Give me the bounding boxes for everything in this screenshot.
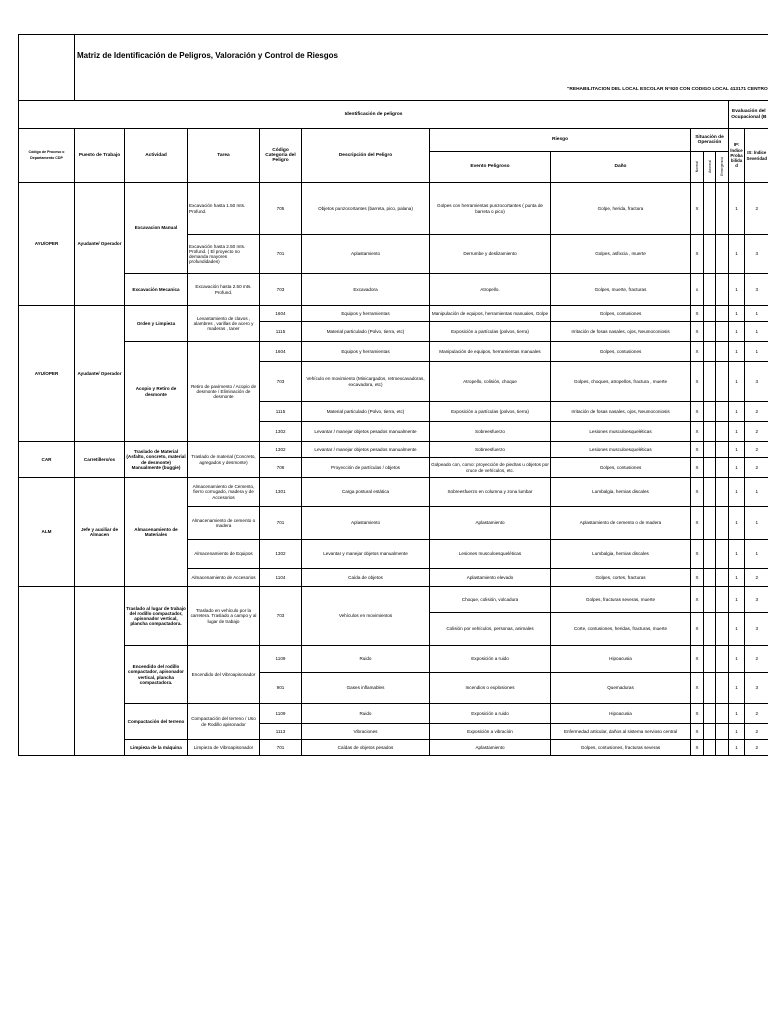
col-header-operation-situation: Situación de Operación: [691, 129, 729, 152]
situation-normal-cell: X: [691, 724, 704, 740]
situation-normal-cell: x: [691, 274, 704, 306]
col-header-emergency: Emergencia: [716, 152, 729, 183]
hazard-description-cell: Material particulado (Polvo, tierra, etc): [302, 402, 430, 422]
hazard-description-cell: Ruido: [302, 646, 430, 673]
situation-emergency-cell: [716, 724, 729, 740]
task-cell: Compactación del terreno / Uso de Rodillo apisonador: [188, 704, 260, 740]
hazard-code-cell: 1113: [260, 724, 302, 740]
probability-index-cell: 1: [729, 478, 745, 507]
col-header-hazard-description: Descripción del Peligro: [302, 129, 430, 183]
severity-index-cell: 1: [745, 306, 768, 322]
hazard-code-cell: 1104: [260, 569, 302, 587]
situation-abnormal-cell: [704, 342, 716, 362]
hazardous-event-cell: Manipulación de equipos, herramientas manuales: [430, 342, 551, 362]
hazardous-event-cell: Manipulación de equipos, herramientas manuales, Golpe: [430, 306, 551, 322]
probability-index-cell: 1: [729, 704, 745, 724]
probability-index-cell: 1: [729, 507, 745, 540]
situation-normal-cell: X: [691, 704, 704, 724]
task-cell: Traslado en vehículo por la carretera. Traslado a campo y al lugar de trabajo: [188, 587, 260, 646]
hazard-code-cell: 1302: [260, 442, 302, 458]
situation-emergency-cell: [716, 422, 729, 442]
hazardous-event-cell: Aplastamiento: [430, 740, 551, 756]
situation-normal-cell: X: [691, 422, 704, 442]
table-row: [19, 342, 768, 362]
hazard-code-cell: 1115: [260, 322, 302, 342]
situation-emergency-cell: [716, 442, 729, 458]
col-header-workstation: Puesto de Trabajo: [75, 129, 125, 183]
situation-abnormal-cell: [704, 569, 716, 587]
table-row: [19, 442, 768, 458]
hazard-description-cell: Vibraciones: [302, 724, 430, 740]
activity-cell: Traslado al lugar de trabajo del rodillo compactador, apisonador vertical, plancha compactadora.: [125, 587, 188, 646]
activity-cell: Encendido del rodillo compactador, apisonador vertical, plancha compactadora.: [125, 646, 188, 704]
hazardous-event-cell: Exposición a ruido: [430, 704, 551, 724]
hazard-description-cell: Excavadora: [302, 274, 430, 306]
situation-normal-cell: X: [691, 673, 704, 704]
probability-index-cell: 1: [729, 724, 745, 740]
col-header-probability-index: IP: Índice Probabilidad: [729, 129, 745, 183]
probability-index-cell: 1: [729, 740, 745, 756]
hazard-description-cell: Levantar y manejar objetos manualmente: [302, 540, 430, 569]
severity-index-cell: 3: [745, 235, 768, 274]
hazard-description-cell: Caída de objetos: [302, 569, 430, 587]
table-row: [19, 183, 768, 235]
severity-index-cell: 2: [745, 646, 768, 673]
situation-normal-cell: X: [691, 306, 704, 322]
situation-normal-cell: X: [691, 342, 704, 362]
severity-index-cell: 2: [745, 442, 768, 458]
situation-abnormal-cell: [704, 507, 716, 540]
situation-normal-cell: X: [691, 478, 704, 507]
hazard-description-cell: Proyección de partículas / objetos: [302, 458, 430, 478]
damage-cell: Lesiones musculoesqueléticas: [551, 442, 691, 458]
task-cell: Encendido del Vibroapisonador: [188, 646, 260, 704]
hazardous-event-cell: Sobreesfuerzo en columna y zona lumbar: [430, 478, 551, 507]
probability-index-cell: 1: [729, 402, 745, 422]
situation-normal-cell: X: [691, 458, 704, 478]
col-header-hazard-code: Código Categoría del Peligro: [260, 129, 302, 183]
situation-emergency-cell: [716, 235, 729, 274]
damage-cell: Golpes, fracturas severas, muerte: [551, 587, 691, 613]
situation-abnormal-cell: [704, 274, 716, 306]
situation-normal-cell: X: [691, 507, 704, 540]
workstation-cell: [75, 587, 125, 756]
probability-index-cell: 1: [729, 458, 745, 478]
col-header-risk: Riesgo: [430, 129, 691, 152]
damage-cell: Golpe, herida, fractura: [551, 183, 691, 235]
table-row: [19, 274, 768, 306]
severity-index-cell: 3: [745, 587, 768, 613]
hazard-code-cell: 703: [260, 587, 302, 646]
situation-normal-cell: X: [691, 646, 704, 673]
hazard-code-cell: 1109: [260, 646, 302, 673]
hazard-description-cell: Vehículos en movimientos: [302, 587, 430, 646]
probability-index-cell: 1: [729, 274, 745, 306]
table-row: [19, 478, 768, 507]
damage-cell: Enfermedad articular, daños al sistema nervioso central: [551, 724, 691, 740]
severity-index-cell: 2: [745, 422, 768, 442]
task-cell: Limpieza de Vibroapisonador: [188, 740, 260, 756]
situation-emergency-cell: [716, 613, 729, 646]
situation-abnormal-cell: [704, 458, 716, 478]
situation-normal-cell: X: [691, 587, 704, 613]
logo-cell: [19, 35, 75, 101]
task-cell: Almacenamiento de Equipos: [188, 540, 260, 569]
hazard-description-cell: Aplastamiento: [302, 235, 430, 274]
severity-index-cell: 2: [745, 569, 768, 587]
probability-index-cell: 1: [729, 183, 745, 235]
hazard-description-cell: Material particulado (Polvo, tierra, etc): [302, 322, 430, 342]
table-row: [19, 306, 768, 322]
hazard-description-cell: Aplastamiento: [302, 507, 430, 540]
hazardous-event-cell: Colisión por vehículos, personas, animales: [430, 613, 551, 646]
situation-abnormal-cell: [704, 422, 716, 442]
severity-index-cell: 2: [745, 183, 768, 235]
situation-emergency-cell: [716, 478, 729, 507]
task-cell: Excavación hasta 2.50 mts. Profund. ( El proyecto no demanda mayores profundidades): [188, 235, 260, 274]
activity-cell: Orden y Limpieza: [125, 306, 188, 342]
task-cell: Traslado de material (Concreto, agregados y desmonte): [188, 442, 260, 478]
hazard-code-cell: 1302: [260, 422, 302, 442]
situation-abnormal-cell: [704, 646, 716, 673]
task-cell: Excavación hasta 1.50 mts. Profund.: [188, 183, 260, 235]
situation-emergency-cell: [716, 587, 729, 613]
hazardous-event-cell: Derrumbe y deslizamiento: [430, 235, 551, 274]
probability-index-cell: 1: [729, 442, 745, 458]
task-cell: Almacenamiento de Accesorios: [188, 569, 260, 587]
process-code-cell: AYU/OPER: [19, 183, 75, 306]
damage-cell: Hipoacusia: [551, 646, 691, 673]
severity-index-cell: 3: [745, 362, 768, 402]
probability-index-cell: 1: [729, 235, 745, 274]
workstation-cell: Ayudante/ Operador: [75, 306, 125, 442]
hazard-code-cell: 701: [260, 740, 302, 756]
hazard-code-cell: 1604: [260, 342, 302, 362]
hazard-description-cell: Objetos punzocortantes (barreta, pico, palana): [302, 183, 430, 235]
col-header-hazardous-event: Evento Peligroso: [430, 152, 551, 183]
hazard-code-cell: 701: [260, 507, 302, 540]
table-row: [19, 740, 768, 756]
workstation-cell: Jefe y auxiliar de Almacen: [75, 478, 125, 587]
situation-normal-cell: X: [691, 613, 704, 646]
hazardous-event-cell: Aplastamiento elevado: [430, 569, 551, 587]
hazard-description-cell: Levantar / manejar objetos pesados manualmente: [302, 422, 430, 442]
activity-cell: Compactación del terreno: [125, 704, 188, 740]
project-name: "REHABILITACION DEL LOCAL ESCOLAR N°920 CON CODIGO LOCAL 413171 CENTRO: [75, 77, 768, 101]
probability-index-cell: 1: [729, 322, 745, 342]
hazard-code-cell: 703: [260, 274, 302, 306]
situation-abnormal-cell: [704, 724, 716, 740]
hazardous-event-cell: Sobreesfuerzo: [430, 422, 551, 442]
hazard-matrix-table: [18, 34, 768, 756]
activity-cell: Acopio y Retiro de desmonte: [125, 342, 188, 442]
col-header-severity-index: IS: Índice Severidad: [745, 129, 768, 183]
situation-normal-cell: X: [691, 322, 704, 342]
situation-emergency-cell: [716, 569, 729, 587]
situation-normal-cell: X: [691, 183, 704, 235]
situation-normal-cell: X: [691, 442, 704, 458]
damage-cell: Golpes, muerte, fracturas: [551, 274, 691, 306]
severity-index-cell: 3: [745, 673, 768, 704]
activity-cell: Traslado de Material (Asfalto, concreto, material de desmonte) Manualmente (buggie): [125, 442, 188, 478]
probability-index-cell: 1: [729, 540, 745, 569]
situation-abnormal-cell: [704, 740, 716, 756]
hazard-code-cell: 1302: [260, 540, 302, 569]
situation-emergency-cell: [716, 322, 729, 342]
situation-emergency-cell: [716, 673, 729, 704]
severity-index-cell: 2: [745, 704, 768, 724]
hazard-code-cell: 703: [260, 362, 302, 402]
hazard-description-cell: Gases inflamables: [302, 673, 430, 704]
situation-normal-cell: X: [691, 740, 704, 756]
identification-section-header: Identificación de peligros: [19, 101, 729, 129]
damage-cell: Hipoacusia: [551, 704, 691, 724]
hazard-description-cell: Carga postural estática: [302, 478, 430, 507]
task-cell: Almacenamiento de cemento o madera: [188, 507, 260, 540]
hazard-description-cell: Caídas de objetos pesados: [302, 740, 430, 756]
probability-index-cell: 1: [729, 362, 745, 402]
situation-emergency-cell: [716, 342, 729, 362]
hazardous-event-cell: Exposición a vibración: [430, 724, 551, 740]
situation-emergency-cell: [716, 306, 729, 322]
situation-abnormal-cell: [704, 442, 716, 458]
document-title: Matriz de Identificación de Peligros, Valoración y Control de Riesgos: [75, 35, 768, 77]
severity-index-cell: 3: [745, 274, 768, 306]
situation-normal-cell: X: [691, 569, 704, 587]
situation-abnormal-cell: [704, 478, 716, 507]
situation-abnormal-cell: [704, 183, 716, 235]
activity-cell: Excavacion Manual: [125, 183, 188, 274]
damage-cell: Golpes, contusiones: [551, 342, 691, 362]
situation-abnormal-cell: [704, 306, 716, 322]
task-cell: Retiro de pavimento / Acopio de desmonte / Eliminación de desmonte: [188, 342, 260, 442]
probability-index-cell: 1: [729, 422, 745, 442]
probability-index-cell: 1: [729, 342, 745, 362]
task-cell: Almacenamiento de Cemento, fierro corrugado, madera y de Accesorios: [188, 478, 260, 507]
severity-index-cell: 2: [745, 402, 768, 422]
situation-emergency-cell: [716, 507, 729, 540]
hazard-code-cell: 1109: [260, 704, 302, 724]
table-row: [19, 587, 768, 613]
situation-abnormal-cell: [704, 704, 716, 724]
table-row: [19, 646, 768, 673]
probability-index-cell: 1: [729, 569, 745, 587]
hazard-code-cell: 1115: [260, 402, 302, 422]
col-header-activity: Actividad: [125, 129, 188, 183]
col-header-damage: Daño: [551, 152, 691, 183]
situation-abnormal-cell: [704, 402, 716, 422]
damage-cell: Lumbalgia, hernias discales: [551, 540, 691, 569]
hazard-code-cell: 706: [260, 458, 302, 478]
hazard-matrix-sheet: [18, 34, 768, 756]
hazard-code-cell: 1604: [260, 306, 302, 322]
process-code-cell: ALM: [19, 478, 75, 587]
hazardous-event-cell: Sobreesfuerzo: [430, 442, 551, 458]
activity-cell: Almacenamiento de Materiales: [125, 478, 188, 587]
workstation-cell: Carretillero/os: [75, 442, 125, 478]
situation-abnormal-cell: [704, 235, 716, 274]
probability-index-cell: 1: [729, 673, 745, 704]
hazardous-event-cell: Exposición a partículas (polvos, tierra): [430, 322, 551, 342]
severity-index-cell: 3: [745, 613, 768, 646]
damage-cell: Corte, contusiones, heridas, fracturas, muerte: [551, 613, 691, 646]
damage-cell: Lumbalgia, hernias discales: [551, 478, 691, 507]
col-header-normal: Normal: [691, 152, 704, 183]
hazardous-event-cell: Choque, colisión, volcadura: [430, 587, 551, 613]
severity-index-cell: 1: [745, 322, 768, 342]
damage-cell: Aplastamiento de cemento o de madera: [551, 507, 691, 540]
situation-normal-cell: X: [691, 402, 704, 422]
damage-cell: Golpes, contusiones: [551, 458, 691, 478]
situation-emergency-cell: [716, 183, 729, 235]
severity-index-cell: 1: [745, 540, 768, 569]
col-header-abnormal: Anormal: [704, 152, 716, 183]
situation-emergency-cell: [716, 740, 729, 756]
hazard-description-cell: Equipos y herramientas: [302, 306, 430, 322]
damage-cell: Irritación de fosas nasales, ojos, Neumoconiosis: [551, 322, 691, 342]
severity-index-cell: 1: [745, 507, 768, 540]
task-cell: Levantamiento de clavos , alambres , varillas de acero y maderas , taner: [188, 306, 260, 342]
workstation-cell: Ayudante/ Operador: [75, 183, 125, 306]
activity-cell: Limpieza de la máquina: [125, 740, 188, 756]
hazardous-event-cell: Exposición a ruido: [430, 646, 551, 673]
hazardous-event-cell: Exposición a partículas (polvos, tierra): [430, 402, 551, 422]
process-code-cell: AYU/OPER: [19, 306, 75, 442]
situation-abnormal-cell: [704, 322, 716, 342]
situation-abnormal-cell: [704, 587, 716, 613]
damage-cell: Quemaduras: [551, 673, 691, 704]
col-header-task: Tarea: [188, 129, 260, 183]
situation-normal-cell: X: [691, 235, 704, 274]
situation-emergency-cell: [716, 646, 729, 673]
damage-cell: Golpes, contusiones: [551, 306, 691, 322]
severity-index-cell: 1: [745, 342, 768, 362]
process-code-cell: CAR: [19, 442, 75, 478]
probability-index-cell: 1: [729, 646, 745, 673]
situation-abnormal-cell: [704, 362, 716, 402]
hazardous-event-cell: Golpeado con, como: proyección de piedras u objetos por cruce de vehículos, etc.: [430, 458, 551, 478]
situation-emergency-cell: [716, 540, 729, 569]
task-cell: Excavación hasta 2.50 mts. Profund.: [188, 274, 260, 306]
hazard-description-cell: Vehículo en movimiento (Minicargados, retroexcavadoras, excavadora, etc): [302, 362, 430, 402]
damage-cell: Golpes, choques, atropellos, fractura , muerte: [551, 362, 691, 402]
col-header-process-code: Código de Proceso o Departamento CDP: [19, 129, 75, 183]
situation-abnormal-cell: [704, 613, 716, 646]
situation-normal-cell: X: [691, 540, 704, 569]
damage-cell: Irritación de fosas nasales, ojos, Neumoconiosis: [551, 402, 691, 422]
hazard-code-cell: 705: [260, 183, 302, 235]
table-row: [19, 704, 768, 724]
probability-index-cell: 1: [729, 306, 745, 322]
hazard-code-cell: 901: [260, 673, 302, 704]
hazardous-event-cell: Aplastamiento: [430, 507, 551, 540]
situation-emergency-cell: [716, 704, 729, 724]
hazardous-event-cell: Atropello.: [430, 274, 551, 306]
damage-cell: Golpes, cortes, fracturas: [551, 569, 691, 587]
process-code-cell: [19, 587, 75, 756]
situation-abnormal-cell: [704, 540, 716, 569]
damage-cell: Lesiones musculoesqueléticas: [551, 422, 691, 442]
situation-emergency-cell: [716, 402, 729, 422]
hazard-description-cell: Levantar / manejar objetos pesados manualmente: [302, 442, 430, 458]
hazardous-event-cell: Atropello, colisión, choque: [430, 362, 551, 402]
hazard-description-cell: Equipos y herramientas: [302, 342, 430, 362]
situation-emergency-cell: [716, 274, 729, 306]
situation-abnormal-cell: [704, 673, 716, 704]
hazard-code-cell: 1301: [260, 478, 302, 507]
hazardous-event-cell: Incendios o explosiones: [430, 673, 551, 704]
hazardous-event-cell: Golpes con herramientas punzocortantes ( punta de barreta o pico): [430, 183, 551, 235]
situation-emergency-cell: [716, 362, 729, 402]
situation-normal-cell: X: [691, 362, 704, 402]
activity-cell: Excavación Mecanica: [125, 274, 188, 306]
severity-index-cell: 2: [745, 724, 768, 740]
situation-emergency-cell: [716, 458, 729, 478]
probability-index-cell: 1: [729, 587, 745, 613]
severity-index-cell: 2: [745, 458, 768, 478]
damage-cell: Golpes, asfixcia , muerte: [551, 235, 691, 274]
severity-index-cell: 2: [745, 740, 768, 756]
severity-index-cell: 1: [745, 478, 768, 507]
hazard-description-cell: Ruido: [302, 704, 430, 724]
damage-cell: Golpes, contusiones, fracturas severas: [551, 740, 691, 756]
hazard-code-cell: 701: [260, 235, 302, 274]
probability-index-cell: 1: [729, 613, 745, 646]
hazardous-event-cell: Lesiones musculoesqueléticas: [430, 540, 551, 569]
evaluation-section-header: Evaluación del Ocupacional (B: [729, 101, 768, 129]
